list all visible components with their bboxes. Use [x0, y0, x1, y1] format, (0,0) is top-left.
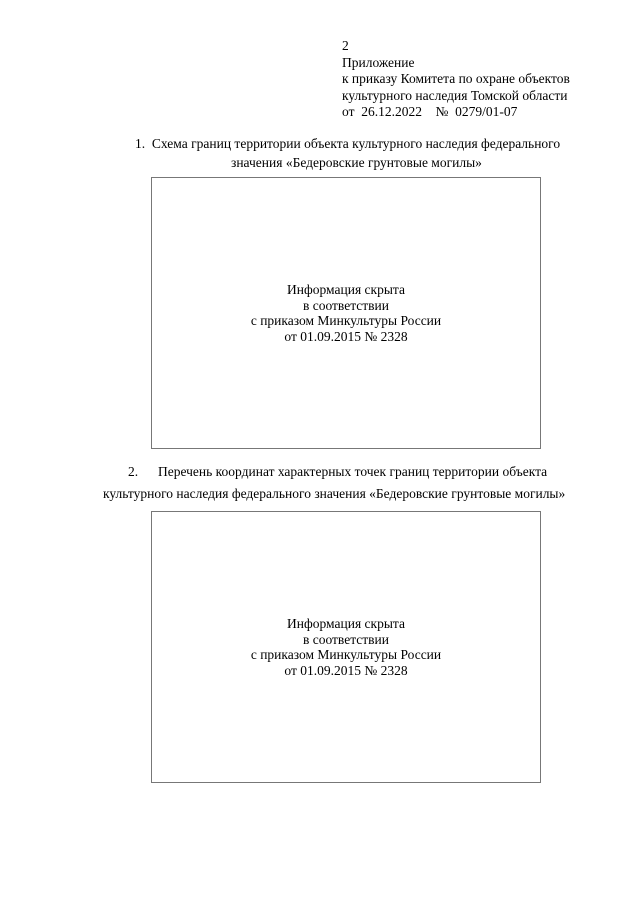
section2-title-line2: культурного наследия федерального значения «Бедеровские грунтовые могилы»	[103, 486, 566, 501]
scheme-placeholder-box	[151, 177, 541, 449]
date-prefix: от	[342, 104, 355, 119]
notice-line4: от 01.09.2015 № 2328	[284, 662, 408, 678]
hidden-info-notice	[251, 282, 441, 344]
number-sign: №	[435, 104, 449, 119]
section1-number: 1.	[135, 136, 146, 151]
order-number: 0279/01-07	[455, 104, 518, 119]
notice-line4: от 01.09.2015 № 2328	[284, 328, 408, 344]
hidden-info-notice	[251, 616, 441, 678]
section1-title-text: Схема границ территории объекта культурного наследия федерального	[151, 136, 561, 151]
committee-region: культурного наследия Томской области	[342, 87, 568, 103]
notice-line3: с приказом Минкультуры России	[250, 647, 442, 662]
section1-title-line1	[135, 134, 560, 153]
order-date: 26.12.2022	[361, 104, 422, 119]
section2-number: 2.	[128, 464, 139, 479]
section1-title-line2: значения «Бедеровские грунтовые могилы»	[231, 155, 482, 170]
appendix-label: Приложение	[342, 54, 415, 70]
order-date-line	[342, 104, 570, 121]
notice-line2: в соответствии	[302, 297, 389, 313]
section2-title-text: Перечень координат характерных точек границ территории объекта	[158, 464, 548, 479]
page-number: 2	[342, 38, 349, 53]
section2-title-line1	[128, 462, 547, 481]
coordinates-placeholder-box	[151, 511, 541, 783]
order-reference: к приказу Комитета по охране объектов	[342, 71, 570, 86]
notice-line3: с приказом Минкультуры России	[250, 313, 442, 328]
notice-line1: Информация скрыта	[287, 616, 405, 631]
notice-line2: в соответствии	[302, 631, 389, 647]
document-header	[342, 38, 570, 121]
notice-line1: Информация скрыта	[287, 282, 405, 297]
